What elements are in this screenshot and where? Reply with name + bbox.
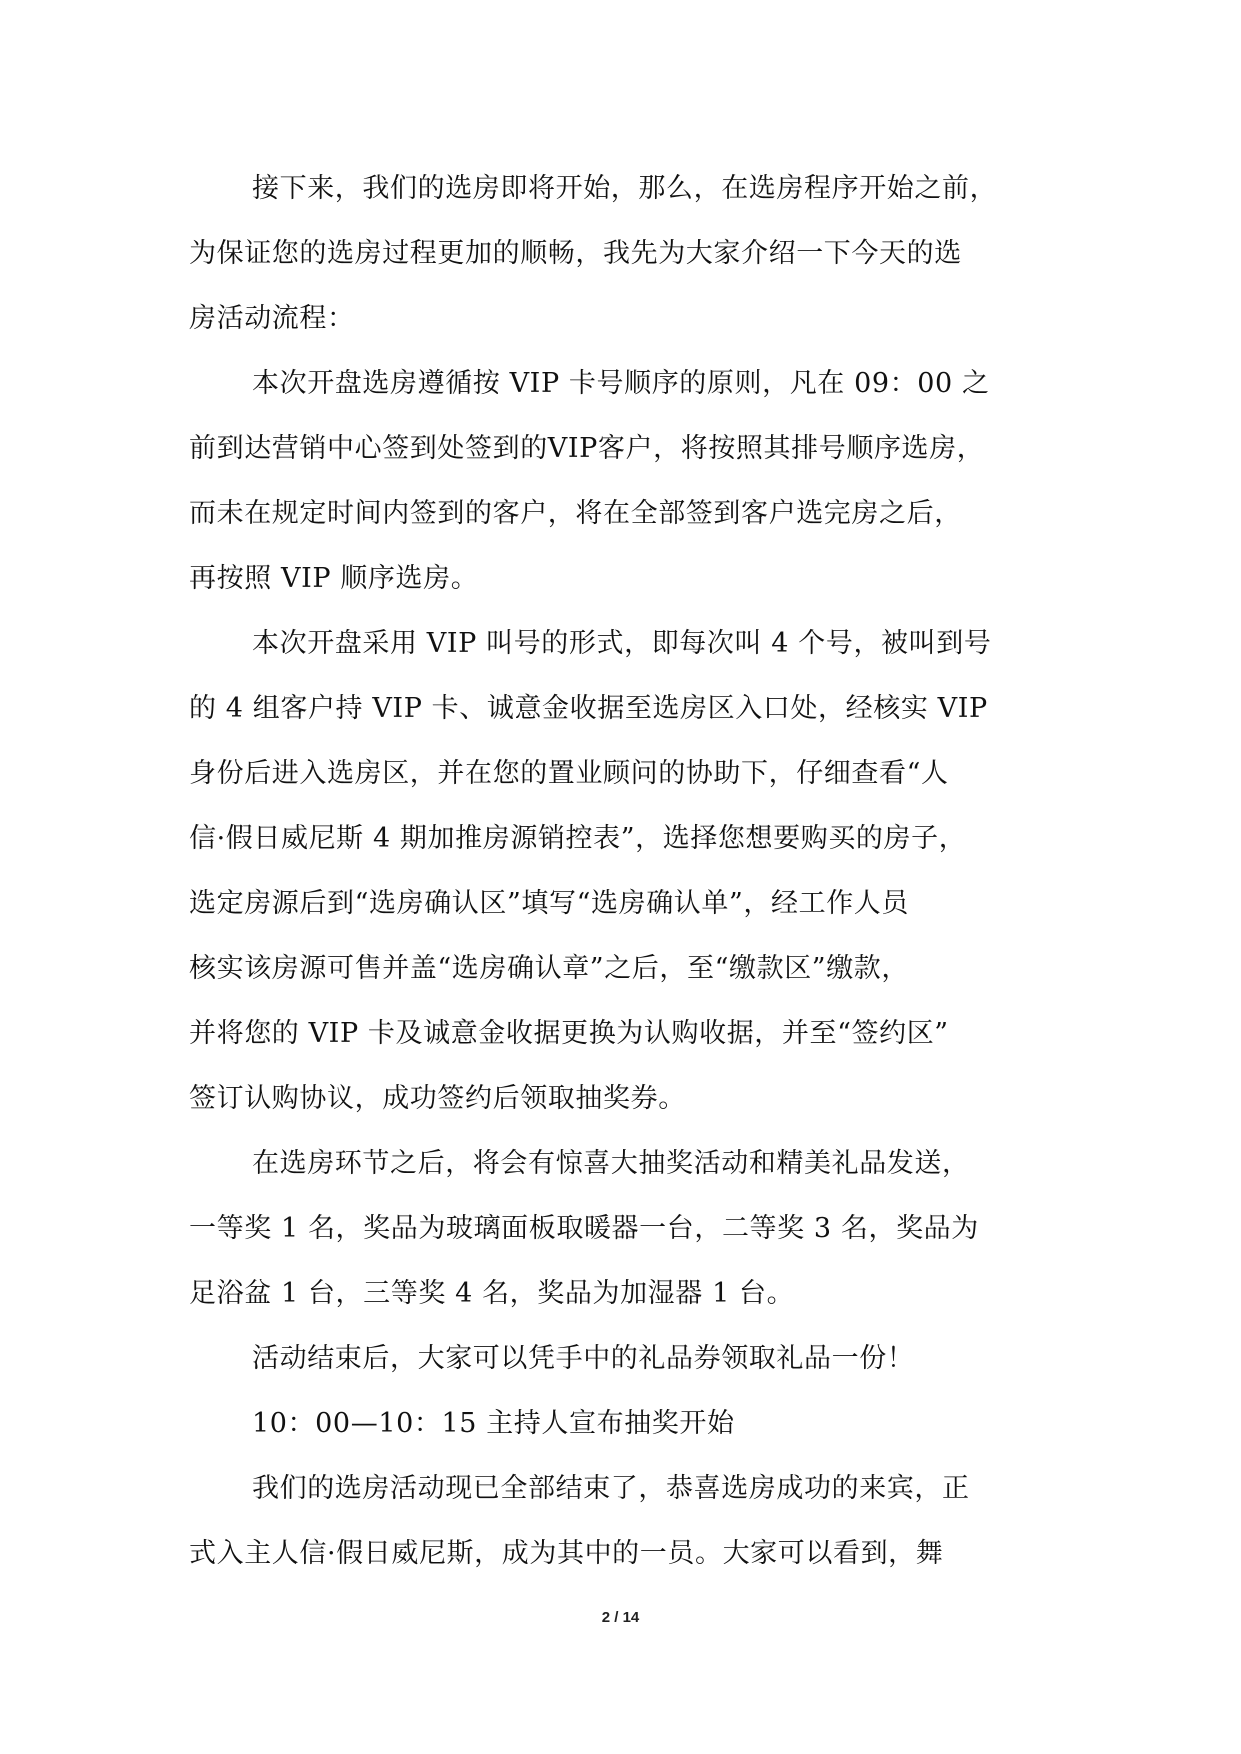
text-line: 选定房源后到“选房确认区”填写“选房确认单”，经工作人员 [189, 888, 910, 919]
text-line: 信·假日威尼斯 4 期加推房源销控表”，选择您想要购买的房子， [189, 823, 967, 854]
text-line: 核实该房源可售并盖“选房确认章”之后，至“缴款区”缴款， [189, 953, 910, 984]
text-line: 房活动流程： [189, 303, 355, 334]
text-line: 接下来，我们的选房即将开始，那么，在选房程序开始之前， [252, 173, 998, 204]
text-line: 10：00—10：15 主持人宣布抽奖开始 [252, 1408, 735, 1439]
page-number: 2 / 14 [601, 1609, 640, 1626]
text-line: 在选房环节之后，将会有惊喜大抽奖活动和精美礼品发送， [252, 1148, 970, 1179]
text-line: 足浴盆 1 台，三等奖 4 名，奖品为加湿器 1 台。 [189, 1278, 795, 1309]
document-body [189, 156, 1089, 1586]
text-line: 我们的选房活动现已全部结束了，恭喜选房成功的来宾，正 [252, 1473, 970, 1504]
text-line: 活动结束后，大家可以凭手中的礼品券领取礼品一份！ [252, 1343, 915, 1374]
text-line: 本次开盘采用 VIP 叫号的形式，即每次叫 4 个号，被叫到号 [252, 628, 992, 659]
text-line: 本次开盘选房遵循按 VIP 卡号顺序的原则，凡在 09：00 之 [252, 368, 990, 399]
text-line: 签订认购协议，成功签约后领取抽奖券。 [189, 1083, 686, 1114]
text-line: 并将您的 VIP 卡及诚意金收据更换为认购收据，并至“签约区” [189, 1018, 949, 1049]
text-line: 而未在规定时间内签到的客户，将在全部签到客户选完房之后， [189, 498, 962, 529]
text-line: 身份后进入选房区，并在您的置业顾问的协助下，仔细查看“人 [189, 758, 949, 789]
text-line: 式入主人信·假日威尼斯，成为其中的一员。大家可以看到，舞 [189, 1538, 944, 1569]
text-line: 前到达营销中心签到处签到的VIP客户，将按照其排号顺序选房， [189, 433, 985, 464]
text-line: 为保证您的选房过程更加的顺畅，我先为大家介绍一下今天的选 [189, 238, 962, 269]
text-line: 再按照 VIP 顺序选房。 [189, 563, 479, 594]
text-line: 一等奖 1 名，奖品为玻璃面板取暖器一台，二等奖 3 名，奖品为 [189, 1213, 979, 1244]
text-line: 的 4 组客户持 VIP 卡、诚意金收据至选房区入口处，经核实 VIP [189, 693, 988, 724]
